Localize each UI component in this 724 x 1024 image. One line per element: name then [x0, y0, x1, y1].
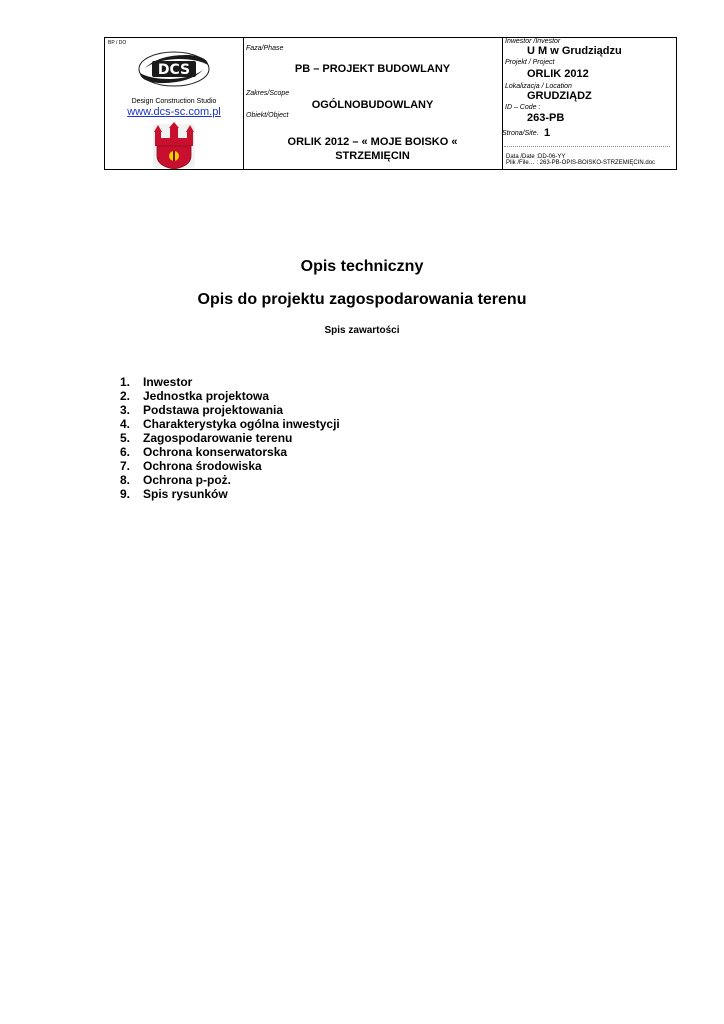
project-cell: [243, 38, 503, 169]
company-url-link[interactable]: www.dcs-sc.com.pl: [127, 106, 221, 118]
location-label: Lokalizacja / Location: [505, 83, 572, 90]
project-label: Projekt / Project: [505, 59, 555, 66]
investor-value: U M w Grudziądzu: [527, 45, 622, 57]
document-subtitle: Opis do projektu zagospodarowania terenu: [197, 291, 527, 308]
scope-value: OGÓLNOBUDOWLANY: [311, 99, 434, 111]
toc-item: 3. Podstawa projektowania: [120, 403, 284, 417]
location-value: GRUDZIĄDZ: [527, 90, 592, 102]
studio-name: Design Construction Studio: [131, 98, 217, 105]
logo-text: DCS: [157, 62, 191, 78]
date-line: Data /Date :DD-06-YY: [506, 154, 566, 160]
table-of-contents: [120, 375, 340, 501]
page-label: Strona/Site.: [502, 130, 539, 137]
page-number: 1: [544, 127, 551, 139]
toc-heading: Spis zawartości: [324, 325, 400, 336]
document-title: Opis techniczny: [300, 258, 424, 275]
toc-item: 1. Inwestor: [120, 375, 193, 389]
toc-item: 6. Ochrona konserwatorska: [120, 445, 288, 459]
toc-item: 5. Zagospodarowanie terenu: [120, 431, 293, 445]
scope-label: Zakres/Scope: [246, 90, 290, 97]
divider: [504, 146, 670, 147]
company-cell: [105, 38, 244, 169]
bp-do-label: BP / DO: [108, 40, 127, 46]
toc-item: 8. Ochrona p-poż.: [120, 473, 231, 487]
toc-item: 2. Jednostka projektowa: [120, 389, 270, 403]
toc-item: 7. Ochrona środowiska: [120, 459, 262, 473]
file-line: Plik /File… : 263-PB-OPIS-BOISKO-STRZEMIĘCIN.doc: [506, 160, 656, 166]
toc-item: 9. Spis rysunków: [120, 487, 228, 501]
city-crest-icon: [149, 122, 199, 170]
toc-item: 4. Charakterystyka ogólna inwestycji: [120, 417, 340, 431]
phase-label: Faza/Phase: [246, 45, 284, 52]
object-value-line2: STRZEMIĘCIN: [335, 150, 410, 162]
object-value-line1: ORLIK 2012 – « MOJE BOISKO «: [287, 136, 458, 148]
title-block: [104, 37, 677, 170]
object-label: Obiekt/Object: [246, 112, 289, 119]
dcs-logo: [138, 51, 210, 87]
project-value: ORLIK 2012: [527, 68, 589, 80]
id-code-label: ID – Code :: [505, 104, 541, 111]
investor-label: Inwestor /Investor: [505, 38, 561, 45]
phase-value: PB – PROJEKT BUDOWLANY: [294, 63, 451, 75]
id-code-value: 263-PB: [527, 112, 565, 124]
info-cell: [502, 38, 676, 169]
